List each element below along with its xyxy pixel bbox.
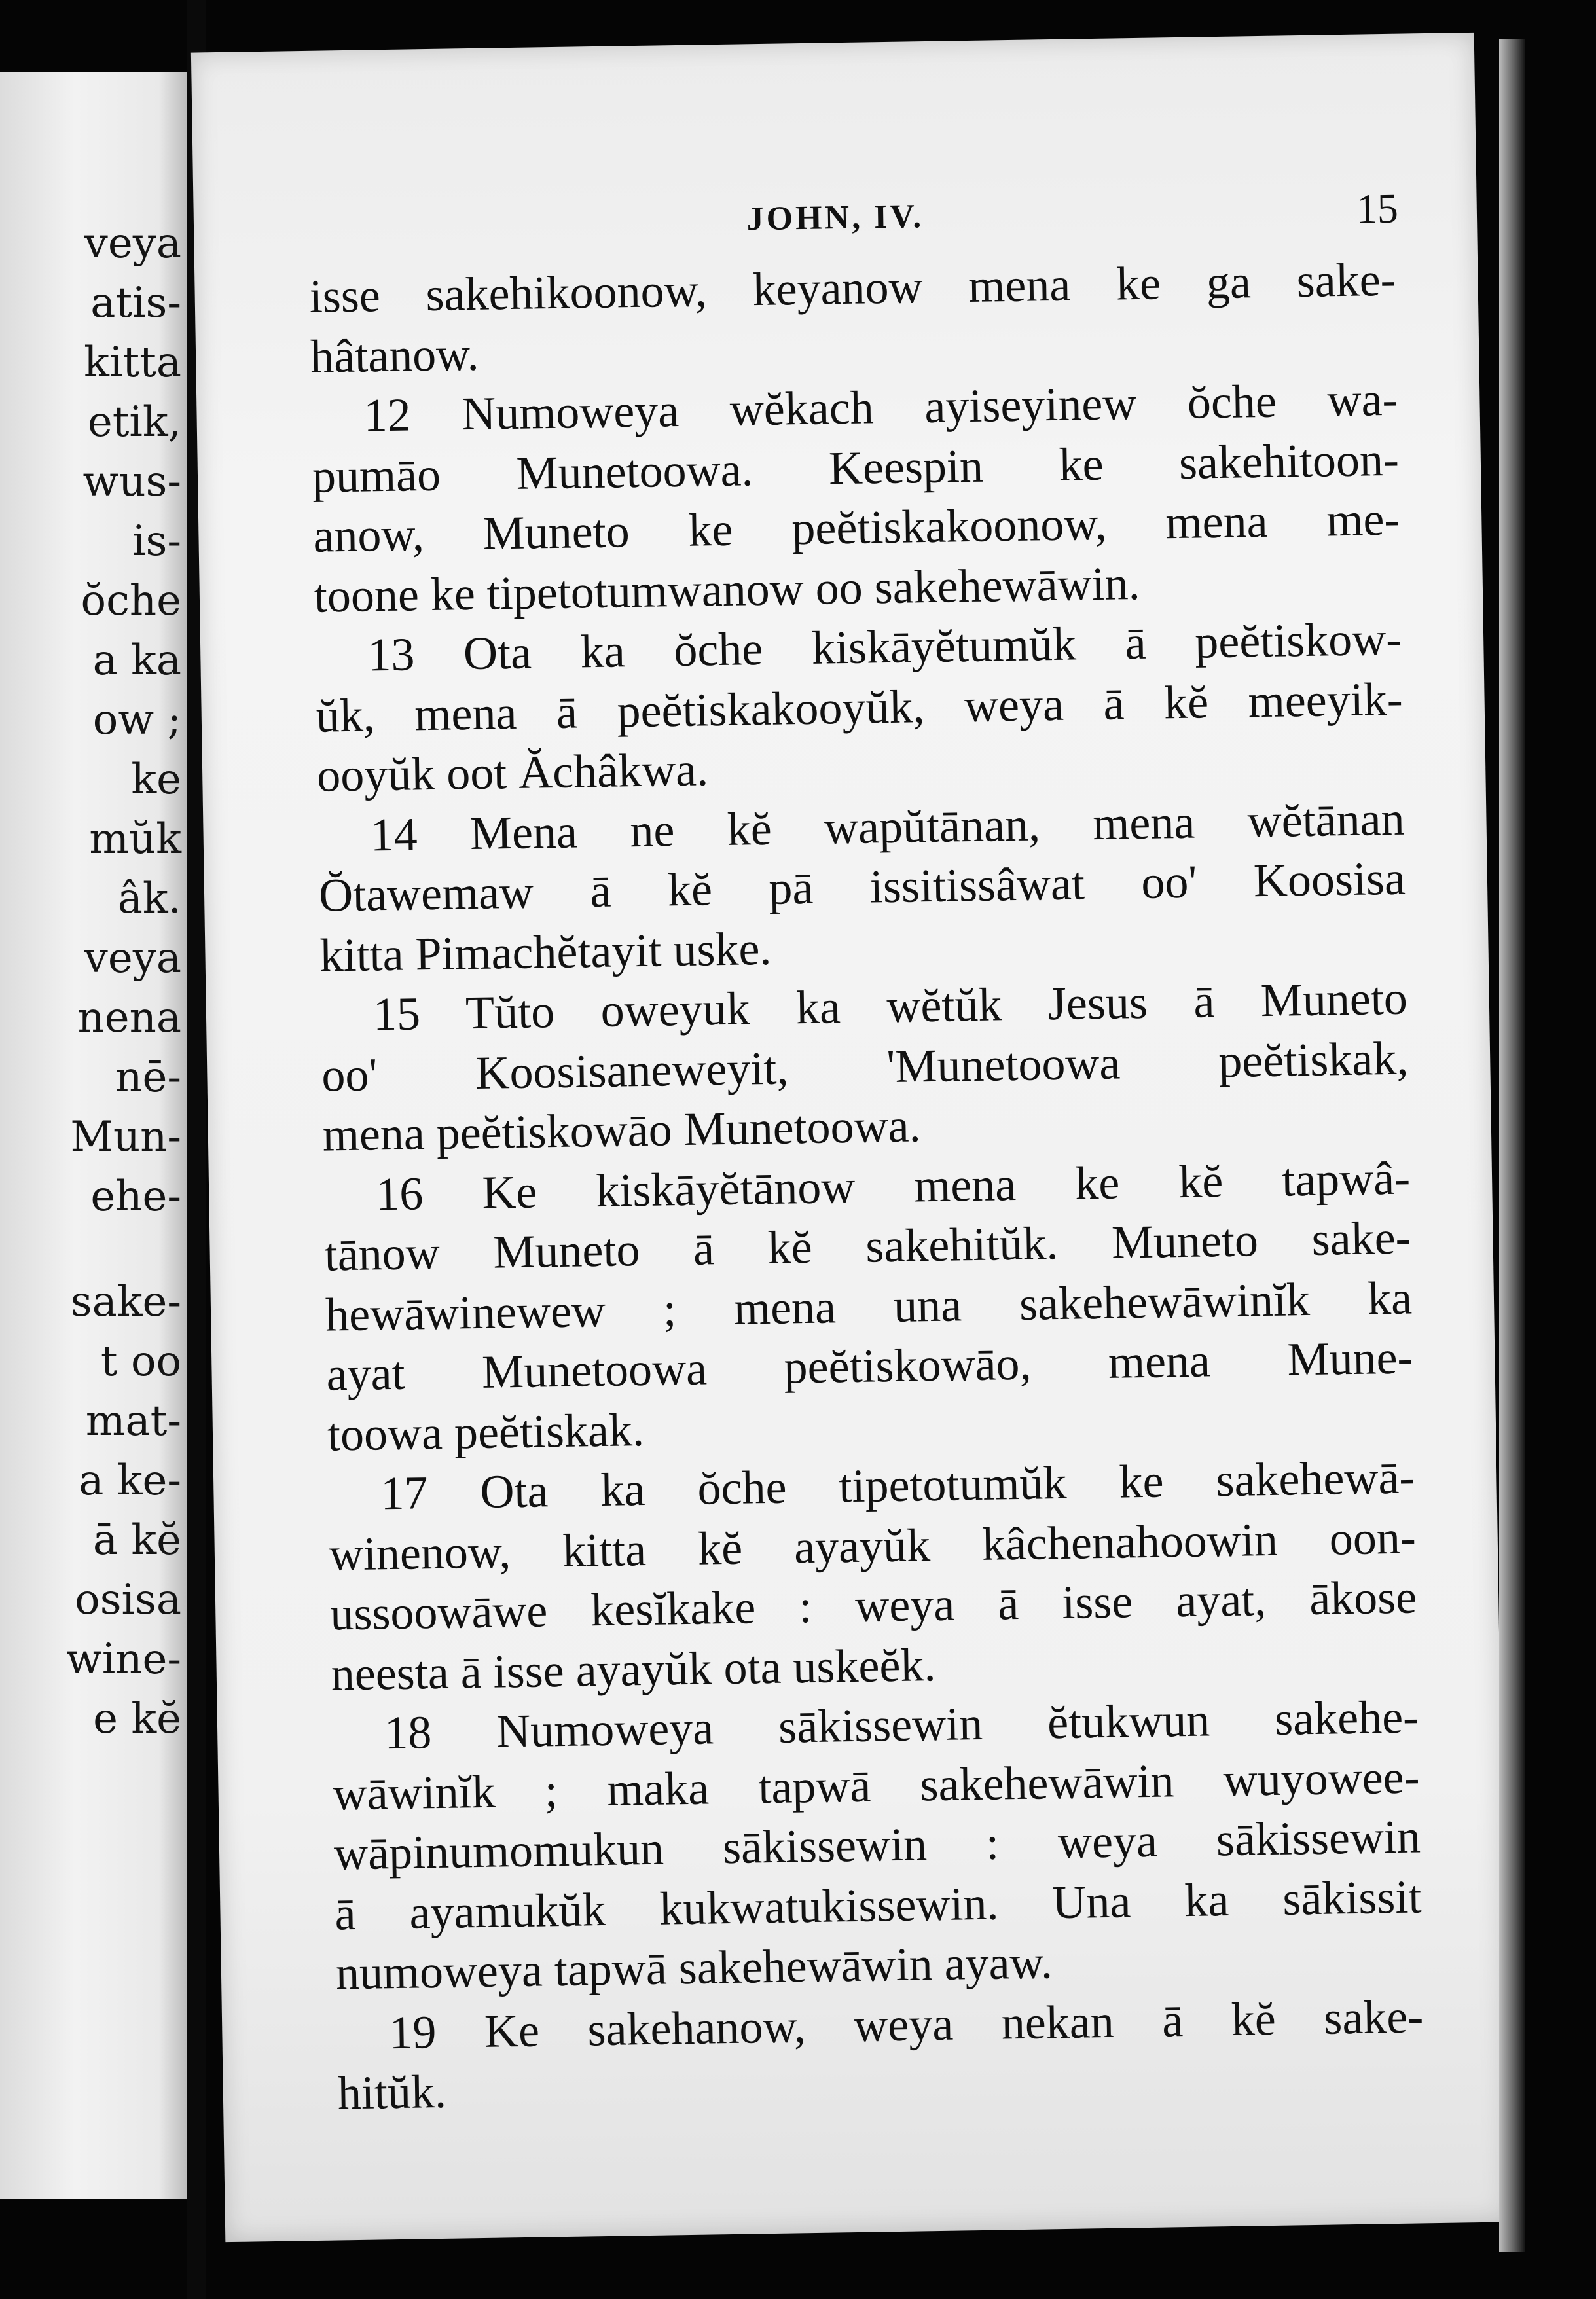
previous-page-text-fragment: wine- xyxy=(66,1635,181,1684)
previous-page-text-fragment: etik, xyxy=(87,398,181,446)
text-line: 12 Numoweya wĕkach ayiseyinew ŏche wa- xyxy=(363,372,1399,442)
previous-page-text-fragment: ehe- xyxy=(90,1172,181,1221)
text-line: ŭk, mena ā peĕtiskakooyŭk, weya ā kĕ meeyik- xyxy=(316,672,1404,742)
previous-page-text-fragment: veya xyxy=(84,219,181,268)
previous-page-text-fragment: mŭk xyxy=(89,815,181,863)
text-line: 16 Ke kiskāyĕtānow mena ke kĕ tapwâ- xyxy=(375,1151,1411,1220)
previous-page-text-fragment: a ke- xyxy=(79,1457,181,1505)
text-line: ooyŭk oot Ăchâkwa. xyxy=(316,743,709,802)
text-line: ā ayamukŭk kukwatukissewin. Una ka sākissit xyxy=(334,1870,1422,1940)
text-line: 15 Tŭto oweyuk ka wĕtŭk Jesus ā Muneto xyxy=(372,971,1408,1041)
text-line: numoweya tapwā sakehewāwin ayaw. xyxy=(335,1936,1053,2000)
page-header xyxy=(272,185,1398,248)
previous-page-text-fragment: ke xyxy=(131,755,181,804)
previous-page-text-fragment: a ka xyxy=(92,636,181,685)
text-line: 14 Mena ne kĕ wapŭtānan, mena wĕtānan xyxy=(370,792,1406,861)
previous-page-text-fragment: nena xyxy=(77,994,181,1042)
text-line: ussoowāwe kesĭkake : weya ā isse ayat, ākose xyxy=(329,1570,1417,1640)
previous-page-text-fragment: osisa xyxy=(75,1576,181,1624)
text-line: Ŏtawemaw ā kĕ pā issitissâwat oo' Koosisa xyxy=(318,852,1406,922)
text-line: 17 Ota ka ŏche tipetotumŭk ke sakehewā- xyxy=(380,1451,1415,1520)
previous-page-fragment xyxy=(0,72,187,2199)
text-line: 19 Ke sakehanow, weya nekan ā kĕ sake- xyxy=(388,1989,1424,2059)
previous-page-text-fragment: âk. xyxy=(117,875,181,923)
text-line: 13 Ota ka ŏche kiskāyĕtumŭk ā peĕtiskow- xyxy=(367,612,1402,681)
text-line: neesta ā isse ayayŭk ota uskeĕk. xyxy=(331,1638,936,1701)
text-line: oo' Koosisaneweyit, 'Munetoowa peĕtiskak, xyxy=(321,1032,1409,1102)
book-page xyxy=(191,33,1508,2242)
previous-page-text-fragment: nē- xyxy=(115,1053,181,1102)
page-number: 15 xyxy=(1356,185,1399,232)
page-edge-shadow xyxy=(1499,39,1525,2252)
previous-page-text-fragment: is- xyxy=(132,517,181,566)
text-line: tānow Muneto ā kĕ sakehitŭk. Muneto sake- xyxy=(324,1211,1412,1281)
previous-page-text-fragment: atis- xyxy=(90,279,181,327)
text-line: mena peĕtiskowāo Munetoowa. xyxy=(322,1099,922,1161)
running-head: JOHN, IV. xyxy=(746,198,924,238)
text-line: anow, Muneto ke peĕtiskakoonow, mena me- xyxy=(312,492,1400,562)
text-line: toone ke tipetotumwanow oo sakehewāwin. xyxy=(314,556,1141,623)
text-line: winenow, kitta kĕ ayayŭk kâchenahoowin oon- xyxy=(329,1510,1417,1581)
previous-page-text-fragment: mat- xyxy=(85,1397,181,1445)
text-line: toowa peĕtiskak. xyxy=(327,1403,645,1461)
previous-page-text-fragment: Mun- xyxy=(70,1113,181,1161)
previous-page-text-fragment: wus- xyxy=(82,458,181,506)
previous-page-text-fragment: ŏche xyxy=(81,577,181,625)
page-body-text xyxy=(309,250,1424,2124)
text-line: isse sakehikoonow, keyanow mena ke ga sake- xyxy=(309,253,1397,323)
text-line: 18 Numoweya sākissewin ĕtukwun sakehe- xyxy=(384,1690,1419,1760)
previous-page-text-fragment: e kĕ xyxy=(93,1695,181,1743)
previous-page-text-fragment: kitta xyxy=(84,338,181,387)
text-line: kitta Pimachĕtayit uske. xyxy=(319,922,772,982)
text-line: wāwinĭk ; maka tapwā sakehewāwin wuyowee- xyxy=(333,1750,1421,1820)
previous-page-text-fragment: ow ; xyxy=(92,696,181,744)
text-line: ayat Munetoowa peĕtiskowāo, mena Mune- xyxy=(325,1331,1414,1401)
previous-page-text-fragment: veya xyxy=(84,934,181,983)
previous-page-text-fragment: sake- xyxy=(70,1278,181,1326)
previous-page-text-fragment: t oo xyxy=(100,1337,181,1386)
previous-page-text-fragment: ā kĕ xyxy=(92,1516,181,1565)
text-line: hewāwinewew ; mena una sakehewāwinĭk ka xyxy=(325,1271,1413,1341)
text-line: hitŭk. xyxy=(337,2065,447,2120)
text-line: pumāo Munetoowa. Keespin ke sakehitoon- xyxy=(312,433,1400,503)
text-line: wāpinumomukun sākissewin : weya sākissewin xyxy=(333,1810,1421,1880)
text-line: hâtanow. xyxy=(310,327,480,383)
